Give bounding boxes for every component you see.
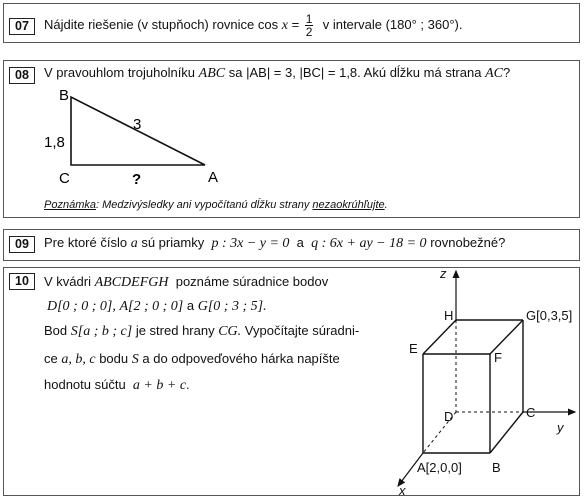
question-number: 08 <box>9 67 35 84</box>
q09-text-2: sú priamky <box>141 235 205 250</box>
y-axis-label: y <box>557 420 564 435</box>
q08-text-1: V pravouhlom trojuholníku <box>44 65 196 80</box>
line-p-equation: p : 3x − y = 0 <box>211 236 290 251</box>
line-q-equation: q : 6x + ay − 18 = 0 <box>311 236 427 251</box>
q07-frac-denominator: 2 <box>305 25 313 39</box>
vertex-h-label: H <box>444 308 454 323</box>
q08-qmark: ? <box>502 65 511 80</box>
question-number: 09 <box>9 236 35 253</box>
visible-edges <box>423 320 523 453</box>
question-07 <box>3 3 580 43</box>
q09-text-1: Pre ktoré číslo <box>44 235 128 250</box>
q10-l3a: Bod <box>44 323 68 338</box>
z-axis-label: z <box>440 268 447 281</box>
vertex-c-label: C <box>59 170 70 187</box>
question-number: 10 <box>9 273 35 290</box>
cuboid-figure <box>4 268 579 495</box>
vertex-d-label: D <box>444 409 454 424</box>
q10-l5a: hodnotu súčtu <box>44 377 126 392</box>
q09-text-3: rovnobežné? <box>430 235 506 250</box>
question-09 <box>3 229 580 261</box>
q08-text-3: . Akú dĺžku má strana <box>357 65 482 80</box>
x-axis-label: x <box>399 483 406 495</box>
vertex-b-label: B <box>59 87 70 104</box>
note-text: : Medzivýsledky ani vypočítanú dĺžku strany <box>95 199 310 211</box>
test-sheet <box>3 3 580 496</box>
q07-frac-numerator: 1 <box>305 12 313 26</box>
q10-l3e: Vypočítajte súradni- <box>244 323 360 338</box>
edge-cg: CG. <box>218 324 242 339</box>
point-a-coords: A[2 ; 0 ; 0] <box>119 299 184 314</box>
q08-ac: AC <box>485 66 503 81</box>
q08-note <box>44 199 388 211</box>
question-number: 07 <box>9 18 35 35</box>
q07-interval-label: v intervale <box>322 16 382 32</box>
question-10 <box>3 267 580 496</box>
q08-lengths: |AB| = 3, |BC| = 1,8 <box>246 65 358 80</box>
side-ca-label: ? <box>132 171 142 188</box>
vertex-f-label: F <box>494 350 502 365</box>
q08-text-2: sa <box>228 65 243 80</box>
q08-abc: ABC <box>198 66 226 81</box>
q07-text: Nájdite riešenie (v stupňoch) rovnice cos <box>44 16 279 32</box>
vertex-b-label: B <box>492 460 501 475</box>
q10-l1c: poznáme súradnice bodov <box>175 274 329 289</box>
q10-l1a: V kvádri <box>44 274 91 289</box>
q09-and: a <box>296 235 304 250</box>
question-07-text <box>44 13 462 38</box>
q07-var-x: x <box>281 17 288 33</box>
q10-l4e: a do odpoveďového hárka napíšte <box>142 351 340 366</box>
question-09-text <box>44 235 505 252</box>
vertex-e-label: E <box>409 341 418 356</box>
q07-equals: = <box>291 16 300 32</box>
axes <box>398 271 575 486</box>
point-s-coords: S[a ; b ; c] <box>70 324 133 339</box>
vertex-c-label: C <box>526 405 536 420</box>
side-bc-label: 1,8 <box>44 134 65 151</box>
q10-l4c: bodu <box>99 351 129 366</box>
hidden-edges <box>423 320 523 453</box>
q07-interval: (180° ; 360°). <box>385 16 463 32</box>
q10-l4a: ce <box>44 351 58 366</box>
vertex-g-label: G[0,3,5] <box>526 308 573 323</box>
side-ab-label: 3 <box>133 116 142 133</box>
note-end: . <box>384 199 388 211</box>
vertex-a-label: A[2,0,0] <box>417 460 462 475</box>
q10-l1b: ABCDEFGH <box>94 275 169 290</box>
q10-l4b: a, b, c <box>61 352 96 367</box>
q10-l2c: a <box>186 298 195 313</box>
q07-fraction <box>305 13 314 38</box>
q10-l4d: S <box>131 352 139 367</box>
vertex-a-label: A <box>208 169 219 186</box>
point-d-coords: D[0 ; 0 ; 0], <box>47 299 116 314</box>
question-08 <box>3 60 580 218</box>
q09-var-a: a <box>130 236 138 251</box>
note-underlined: nezaokrúhľujte <box>312 199 385 211</box>
triangle-figure <box>4 61 579 217</box>
note-label: Poznámka <box>44 199 96 211</box>
point-g-coords: G[0 ; 3 ; 5]. <box>197 299 267 314</box>
sum-expression: a + b + c <box>132 378 187 393</box>
q10-l3c: je stred hrany <box>135 323 215 338</box>
q10-l5c: . <box>186 377 190 392</box>
